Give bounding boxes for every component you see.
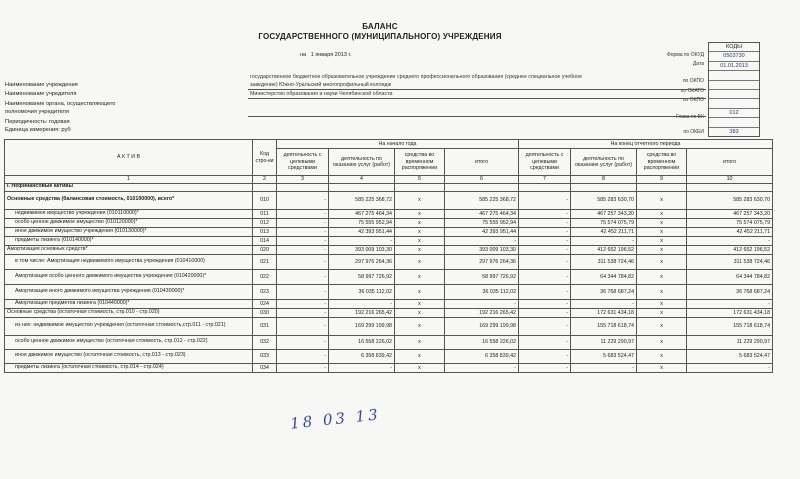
header-col-targeted: деятельность с целевыми средствами	[277, 149, 329, 176]
row-code: 010	[253, 191, 277, 209]
row-value: х	[637, 317, 687, 335]
org-label: Наименование учреждения	[5, 82, 78, 88]
row-value: 172 631 434,18	[571, 308, 637, 317]
row-value: 42 452 211,71	[571, 227, 637, 236]
row-value	[571, 183, 637, 191]
row-value: -	[687, 236, 773, 245]
row-value: 75 574 075,79	[571, 218, 637, 227]
okei-code: 383	[729, 128, 739, 135]
row-value: 64 344 784,82	[687, 269, 773, 284]
row-value: -	[277, 209, 329, 218]
row-value: х	[637, 218, 687, 227]
header-col-services-end: деятельность по оказанию услуг (работ)	[571, 149, 637, 176]
row-value: 311 538 724,46	[571, 254, 637, 269]
row-value: -	[571, 236, 637, 245]
authority-label-1: Наименование органа, осуществляющего	[5, 101, 116, 107]
header-start-year: На начало года	[277, 140, 519, 149]
row-value: 172 631 434,18	[687, 308, 773, 317]
row-name: недвижимое имущество учреждения (010110000)*	[5, 209, 253, 218]
row-code	[253, 183, 277, 191]
row-value: 155 718 618,74	[687, 317, 773, 335]
okato-code	[709, 81, 759, 90]
column-number: 7	[519, 176, 571, 184]
row-value: 585 225 368,72	[445, 191, 519, 209]
row-value: 58 997 726,92	[329, 269, 395, 284]
row-name: предметы лизинга (010140000)*	[5, 236, 253, 245]
row-value: -	[329, 236, 395, 245]
row-value: х	[395, 218, 445, 227]
row-code: 013	[253, 227, 277, 236]
row-value: 11 229 290,97	[687, 335, 773, 349]
row-value: -	[519, 308, 571, 317]
table-row	[5, 227, 773, 236]
row-value: 36 035 112,02	[445, 284, 519, 299]
period-label: Периодичность: годовая	[5, 119, 70, 125]
row-value: -	[519, 191, 571, 209]
row-value: -	[571, 363, 637, 372]
report-date	[300, 52, 351, 58]
row-value: 169 299 199,98	[445, 317, 519, 335]
row-value: -	[519, 218, 571, 227]
row-value: -	[519, 245, 571, 254]
table-row	[5, 191, 773, 209]
row-value: х	[395, 363, 445, 372]
row-value: х	[637, 299, 687, 308]
row-value	[519, 183, 571, 191]
row-value: 75 555 952,94	[329, 218, 395, 227]
row-value: -	[519, 269, 571, 284]
row-value: 297 976 264,36	[329, 254, 395, 269]
row-value: 75 555 952,94	[445, 218, 519, 227]
row-value: 585 283 630,70	[687, 191, 773, 209]
table-row	[5, 269, 773, 284]
row-code: 012	[253, 218, 277, 227]
row-value: -	[277, 245, 329, 254]
table-row	[5, 349, 773, 363]
header-code: Код стро-ки	[253, 140, 277, 176]
row-value: 5 683 524,47	[571, 349, 637, 363]
date-prefix: на	[300, 52, 307, 58]
row-value: -	[519, 284, 571, 299]
row-name: в том числе: Амортизация недвижимого имущества учреждения (010410000)	[5, 254, 253, 269]
row-value: -	[277, 284, 329, 299]
row-value: -	[445, 299, 519, 308]
row-value: х	[395, 227, 445, 236]
table-row	[5, 308, 773, 317]
okpo-label: по ОКПО	[682, 78, 704, 84]
row-name: иное движимое имущество (остаточная стоимость, стр.013 - стр.023)	[5, 349, 253, 363]
row-name: Амортизация особо ценного движимого имущества учреждения (010420000)*	[5, 269, 253, 284]
row-value: 412 652 196,52	[687, 245, 773, 254]
row-value: х	[395, 284, 445, 299]
row-value: х	[637, 308, 687, 317]
founder-value: Министерство образования и науки Челябинской области	[250, 91, 393, 97]
row-value: -	[329, 299, 395, 308]
table-row	[5, 245, 773, 254]
row-value: -	[519, 227, 571, 236]
row-value: 6 358 839,42	[329, 349, 395, 363]
column-numbers-row	[5, 176, 773, 184]
row-value: -	[519, 363, 571, 372]
row-value: 36 768 687,24	[571, 284, 637, 299]
authority-label-2: полномочия учредителя	[5, 109, 69, 115]
row-name: предметы лизинга (остаточная стоимость, стр.014 - стр.024)	[5, 363, 253, 372]
row-value: 6 358 839,42	[445, 349, 519, 363]
row-value: -	[277, 227, 329, 236]
founder-underline	[248, 98, 706, 99]
row-value: -	[519, 317, 571, 335]
row-value: х	[637, 269, 687, 284]
row-value: 75 574 075,79	[687, 218, 773, 227]
row-value: -	[277, 236, 329, 245]
row-value: 412 652 196,52	[571, 245, 637, 254]
row-value: -	[445, 363, 519, 372]
row-value: 192 216 265,42	[445, 308, 519, 317]
header-col-total: итого	[445, 149, 519, 176]
row-value: -	[519, 299, 571, 308]
column-number: 8	[571, 176, 637, 184]
table-row	[5, 218, 773, 227]
header-end-period: На конец отчетного периода	[519, 140, 773, 149]
row-value: -	[277, 335, 329, 349]
row-value: х	[637, 363, 687, 372]
org-underline	[248, 89, 706, 90]
row-value: 36 768 687,24	[687, 284, 773, 299]
handwritten-date-signature: 18 03 13	[289, 405, 382, 433]
row-value: -	[687, 299, 773, 308]
row-value: 467 275 464,34	[445, 209, 519, 218]
column-number: 4	[329, 176, 395, 184]
header-col-services: деятельность по оказанию услуг (работ)	[329, 149, 395, 176]
row-value: 297 976 264,36	[445, 254, 519, 269]
empty-code	[709, 99, 759, 108]
row-value	[637, 183, 687, 191]
row-value	[395, 183, 445, 191]
row-value: 467 257 343,20	[571, 209, 637, 218]
row-code: 034	[253, 363, 277, 372]
row-value: -	[329, 363, 395, 372]
row-code: 033	[253, 349, 277, 363]
column-number: 3	[277, 176, 329, 184]
row-value: 192 216 265,42	[329, 308, 395, 317]
row-value: -	[519, 335, 571, 349]
table-row	[5, 236, 773, 245]
row-value: -	[277, 317, 329, 335]
balance-table	[4, 139, 773, 373]
glava-label: Глава по БК	[676, 114, 704, 120]
row-value: 393 009 103,30	[445, 245, 519, 254]
okpo-code	[709, 71, 759, 80]
row-value: х	[395, 349, 445, 363]
row-value: 5 683 524,47	[687, 349, 773, 363]
table-row	[5, 284, 773, 299]
column-number: 2	[253, 176, 277, 184]
document-title: БАЛАНС	[362, 22, 398, 31]
okud-label: Форма по ОКУД	[666, 52, 704, 58]
row-code: 024	[253, 299, 277, 308]
row-value: 467 275 464,34	[329, 209, 395, 218]
okpo2-code	[709, 90, 759, 99]
row-value: х	[395, 209, 445, 218]
row-value: -	[277, 269, 329, 284]
row-value: -	[519, 236, 571, 245]
table-row	[5, 183, 773, 191]
row-name: Амортизация основных средств*	[5, 245, 253, 254]
document-subtitle: ГОСУДАРСТВЕННОГО (МУНИЦИПАЛЬНОГО) УЧРЕЖДЕНИЯ	[258, 32, 502, 41]
glava-code: 012	[709, 109, 759, 118]
row-name: Амортизация предметов лизинга (010440000)*	[5, 299, 253, 308]
row-value	[277, 183, 329, 191]
column-number: 10	[687, 176, 773, 184]
row-value: -	[277, 299, 329, 308]
row-value: 585 225 368,72	[329, 191, 395, 209]
okato-label: по ОКАТО	[680, 88, 704, 94]
row-value: х	[395, 317, 445, 335]
row-value: 64 344 784,82	[571, 269, 637, 284]
row-value: х	[637, 191, 687, 209]
codes-header: КОДЫ	[709, 43, 759, 52]
row-code: 030	[253, 308, 277, 317]
row-value: х	[637, 209, 687, 218]
row-value: -	[519, 254, 571, 269]
row-value: -	[687, 363, 773, 372]
table-row	[5, 335, 773, 349]
table-row	[5, 299, 773, 308]
header-col-temporary: средства во временном распоряжении	[395, 149, 445, 176]
row-value: х	[395, 245, 445, 254]
row-value: х	[395, 269, 445, 284]
row-value: 467 257 343,20	[687, 209, 773, 218]
table-row	[5, 254, 773, 269]
column-number: 1	[5, 176, 253, 184]
row-value: 42 452 211,71	[687, 227, 773, 236]
row-value: 169 299 199,98	[329, 317, 395, 335]
row-code: 022	[253, 269, 277, 284]
column-number: 5	[395, 176, 445, 184]
row-value: х	[395, 236, 445, 245]
okei-label: по ОКЕИ	[683, 129, 704, 135]
table-body	[5, 183, 773, 372]
row-name: особо ценное движимое имущество (010120000)*	[5, 218, 253, 227]
row-code: 031	[253, 317, 277, 335]
row-value: -	[277, 349, 329, 363]
row-value: -	[277, 218, 329, 227]
row-value: 585 283 630,70	[571, 191, 637, 209]
row-name: из них: недвижимое имущество учреждения (остаточная стоимость,стр.011 - стр.021)	[5, 317, 253, 335]
date-label: Дата	[692, 61, 704, 67]
row-value: 11 229 290,97	[571, 335, 637, 349]
row-value: х	[637, 254, 687, 269]
column-number: 6	[445, 176, 519, 184]
row-value: 393 009 103,30	[329, 245, 395, 254]
org-value-2: заведение) Южно-Уральский многопрофильный колледж	[250, 82, 392, 88]
header-aktiv: А К Т И В	[5, 140, 253, 176]
row-value: х	[637, 227, 687, 236]
row-value	[445, 183, 519, 191]
row-name: I. Нефинансовые активы	[5, 183, 253, 191]
row-value: х	[637, 284, 687, 299]
header-col-temporary-end: средства во временном распоряжении	[637, 149, 687, 176]
row-name: иное движимое имущество учреждения (010130000)*	[5, 227, 253, 236]
row-value: -	[277, 308, 329, 317]
okpo2-label: по ОКПО	[682, 97, 704, 103]
org-value-1: государственное бюджетное образовательное учреждение среднего профессионального образования (среднее специальное учебное	[250, 74, 582, 80]
row-value: х	[637, 349, 687, 363]
row-value: х	[395, 299, 445, 308]
row-value: 42 393 951,44	[329, 227, 395, 236]
row-code: 032	[253, 335, 277, 349]
column-number: 9	[637, 176, 687, 184]
row-value	[329, 183, 395, 191]
row-value	[687, 183, 773, 191]
date-code: 01.01.2013	[709, 62, 759, 71]
row-code: 021	[253, 254, 277, 269]
row-value: х	[395, 335, 445, 349]
row-value: -	[277, 254, 329, 269]
row-name: Основные средства (балансовая стоимость, 010100000), всего*	[5, 191, 253, 209]
table-row	[5, 209, 773, 218]
row-value: х	[637, 236, 687, 245]
row-value: -	[519, 349, 571, 363]
row-value: х	[395, 308, 445, 317]
row-value: 16 558 226,02	[445, 335, 519, 349]
authority-underline	[248, 116, 706, 117]
empty-code-2	[709, 118, 759, 127]
row-value: -	[519, 209, 571, 218]
row-name: особо ценное движимое имущество (остаточная стоимость, стр.012 - стр.022)	[5, 335, 253, 349]
row-name: Амортизация иного движимого имущества учреждения (010430000)*	[5, 284, 253, 299]
row-code: 011	[253, 209, 277, 218]
row-value: -	[277, 363, 329, 372]
header-col-total-end: итого	[687, 149, 773, 176]
row-value: 58 997 726,92	[445, 269, 519, 284]
row-value: -	[571, 299, 637, 308]
row-value: 36 035 112,02	[329, 284, 395, 299]
table-row	[5, 317, 773, 335]
row-value: -	[445, 236, 519, 245]
row-value: 155 718 618,74	[571, 317, 637, 335]
row-value: 311 538 724,46	[687, 254, 773, 269]
row-value: х	[395, 191, 445, 209]
row-value: 42 393 951,44	[445, 227, 519, 236]
date-value: 1 января 2013 г.	[310, 52, 352, 58]
row-code: 014	[253, 236, 277, 245]
row-value: х	[637, 335, 687, 349]
row-value: х	[637, 245, 687, 254]
row-value: -	[277, 191, 329, 209]
header-col-targeted-end: деятельность с целевыми средствами	[519, 149, 571, 176]
row-value: х	[395, 254, 445, 269]
codes-box	[708, 42, 760, 137]
row-value: 16 558 226,02	[329, 335, 395, 349]
unit-label: Единица измерения: руб	[5, 127, 71, 133]
row-code: 020	[253, 245, 277, 254]
table-row	[5, 363, 773, 372]
okud-code: 0503730	[709, 52, 759, 61]
row-name: Основные средства (остаточная стоимость, стр.010 - стр.020)	[5, 308, 253, 317]
founder-label: Наименование учредителя	[5, 91, 77, 97]
row-code: 023	[253, 284, 277, 299]
